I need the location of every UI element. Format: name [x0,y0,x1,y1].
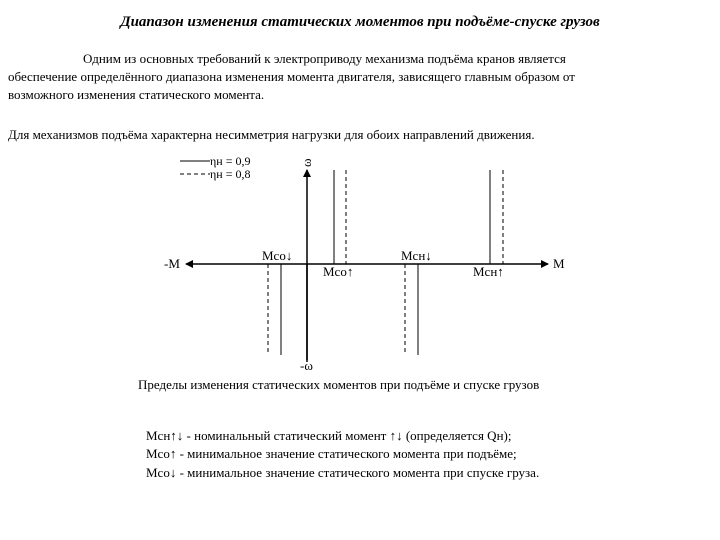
intro-line-3: возможного изменения статического момента. [8,87,265,102]
intro-line-2: обеспечение определённого диапазона изменения момента двигателя, зависящего главным образом от [8,69,575,84]
page-title: Диапазон изменения статических моментов при подъёме-спуске грузов [120,14,600,30]
neg-omega-label: -ω [300,358,313,373]
omega-label: ω [299,158,314,167]
m-label: M [553,256,565,271]
asymmetry-text: Для механизмов подъёма характерна несимметрия нагрузки для обоих направлений движения. [8,127,535,142]
legend-line-2: Mco↑ - минимальное значение статического момента при подъёме; [146,446,517,461]
mco-down-label: Mco↓ [262,248,293,263]
mcn-up-label: Mcн↑ [473,264,504,279]
mco-up-label: Mco↑ [323,264,354,279]
diagram-caption: Пределы изменения статических моментов при подъёме и спуске грузов [138,377,540,392]
legend-dashed-label: ηн = 0,8 [210,167,251,181]
neg-m-label: -M [164,256,180,271]
mcn-down-label: Mcн↓ [401,248,432,263]
legend-line-3: Mco↓ - минимальное значение статического момента при спуске груза. [146,465,540,480]
legend-line-1: Mcн↑↓ - номинальный статический момент ↑↓ (определяется Qн); [146,428,512,443]
legend-solid-label: ηн = 0,9 [210,154,251,168]
intro-line-1: Одним из основных требований к электроприводу механизма подъёма кранов является [83,51,566,66]
